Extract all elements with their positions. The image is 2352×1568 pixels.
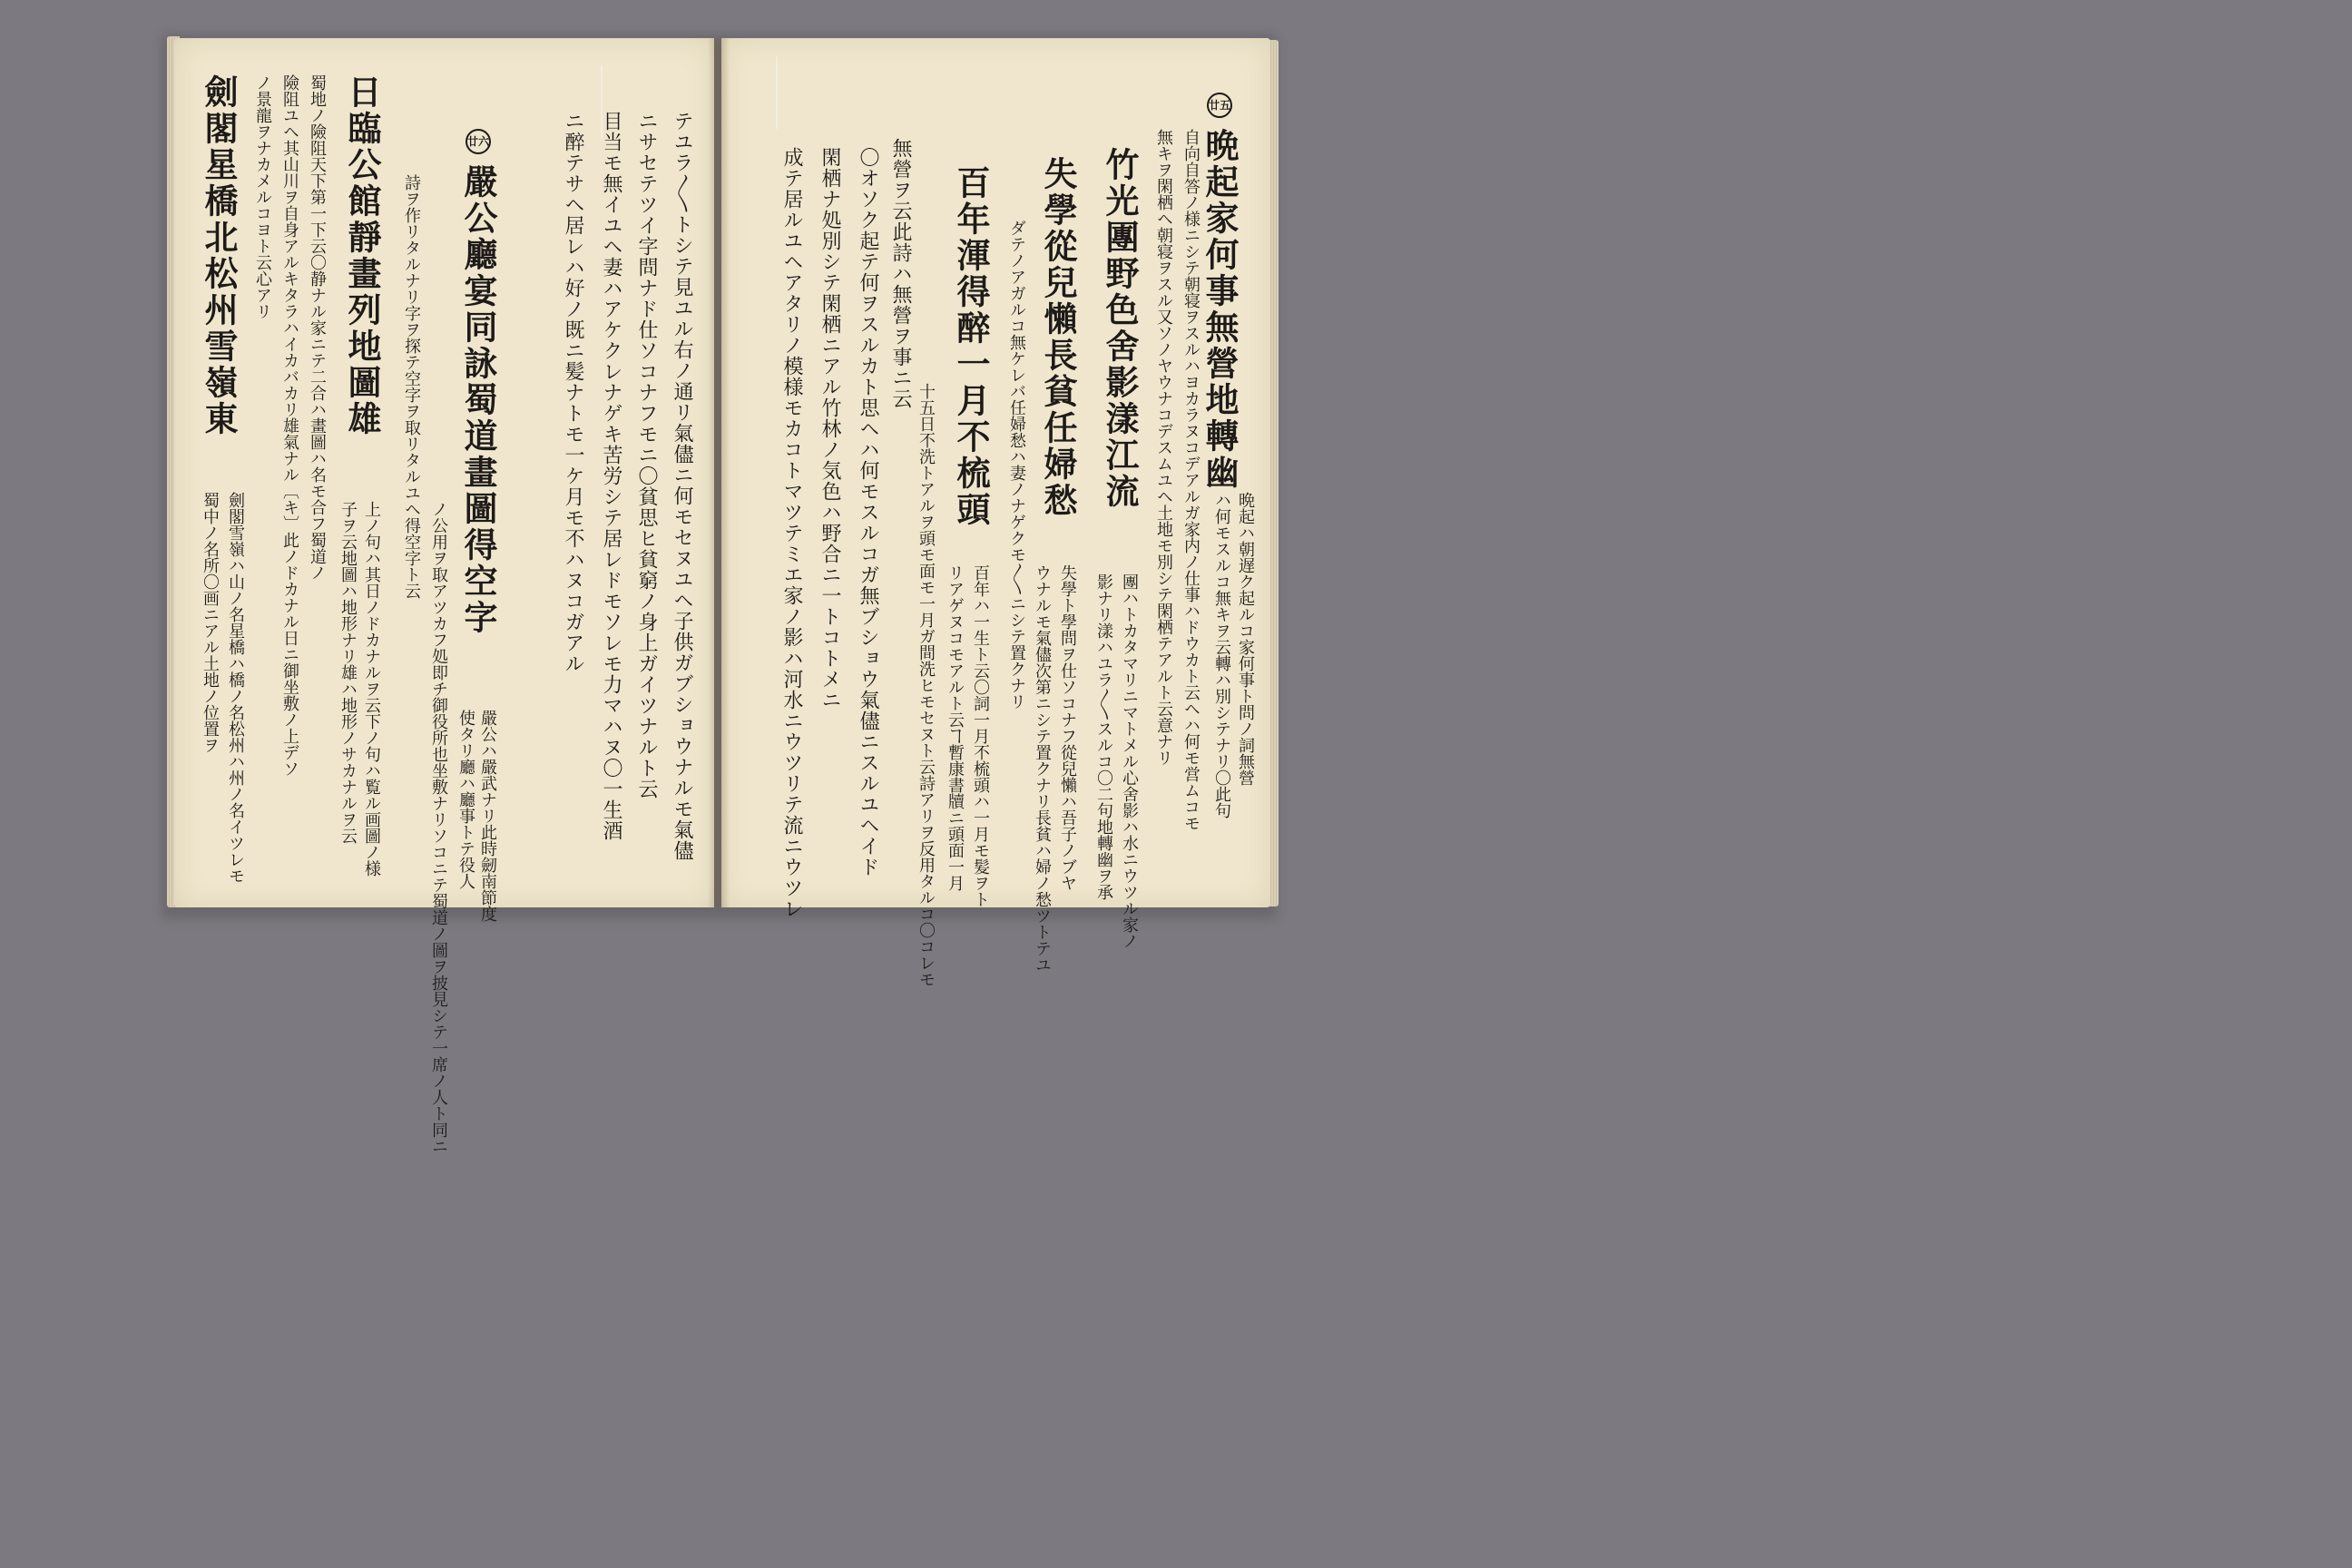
paper-stain <box>776 56 814 129</box>
title-note-1: 嚴公ハ嚴武ナリ此時劒南節度 <box>478 710 497 922</box>
line3-note-2: 蜀中ノ名所〇画ニアル土地ノ位置ヲ <box>201 492 220 753</box>
closing-col-3: 成テ居ルユヘアタリノ模様モカコトマツテミエ家ノ影ハ河水ニウツリテ流ニウツレ <box>780 147 803 919</box>
poem-line-2: 日臨公館靜畫列地圖雄 <box>342 74 382 437</box>
line4-note-1: 百年ハ一生ト云〇詞一月不梳頭ハ一月モ髪ヲト <box>971 564 990 907</box>
line3-note-3: ダテノアガルコ無ケレバ任婦愁ハ妻ノナゲクモ〳〵ニシテ置クナリ <box>1007 220 1026 710</box>
line2-note-2: 影ナリ漾ハユラ〳〵スルコ〇二句地轉幽ヲ承 <box>1094 573 1113 900</box>
left-opening-col-2: ニサセテツイ字問ナド仕ソコナフモニ〇貧思ヒ貧窮ノ身上ガイツナルト云 <box>635 111 658 799</box>
poem-number-marker: 廿五 <box>1207 93 1232 118</box>
left-page <box>174 38 714 1154</box>
left-opening-col-1: テユラ〳〵トシテ見ユル右ノ通リ氣儘ニ何モセヌユヘ子供ガブショウナルモ氣儘 <box>671 111 693 861</box>
line2-note-5: ノ景龍ヲナカメルコヨト云心アリ <box>253 74 272 319</box>
line2-note-2: 子ヲ云地圖ハ地形ナリ雄ハ地形ノサカナルヲ云 <box>338 501 358 844</box>
poem-line-2: 竹光團野色舍影漾江流 <box>1100 147 1140 510</box>
right-page <box>721 38 1270 987</box>
title-note-2: 使タリ廳ハ廳事トテ役人 <box>456 710 475 889</box>
title-note-3: 自向自答ノ様ニシテ朝寝ヲスルハヨカラヌコデアルガ家内ノ仕事ハドウカト云ヘハ何モ営ムコモ <box>1181 129 1200 831</box>
title-note-4: 詩ヲ作リタルナリ字ヲ探テ空字ヲ取リタルユヘ得空字ト云 <box>402 174 421 599</box>
closing-col-1: 〇オソク起テ何ヲスルカト思ヘハ何モスルコガ無ブショウ氣儘ニスルユヘイド <box>857 147 879 877</box>
line3-note-1: 失學ト學問ヲ仕ソコナフ從兒懶ハ吾子ノブヤ <box>1058 564 1077 891</box>
line4-note-3: 十五日不洗トアルヲ頭モ面モ一月ガ間洗ヒモセヌト云詩アリヲ反用タルコ〇コレモ <box>916 383 936 987</box>
poem-line-3: 劍閣星橋北松州雪嶺東 <box>199 74 239 437</box>
photo-stage <box>0 0 1423 1154</box>
poem-line-4: 百年渾得醉一月不梳頭 <box>951 165 991 528</box>
poem-title-text: 晩起家何事無營地轉幽 <box>1200 128 1240 492</box>
book-gutter <box>708 38 730 907</box>
closing-col-2: 閑栖ナ処別シテ閑栖ニアル竹林ノ気色ハ野合ニ一トコトメニ <box>818 147 841 710</box>
line3-note-2: ウナルモ氣儘次第ニシテ置クナリ長貧ハ婦ノ愁ツトテユ <box>1033 564 1052 973</box>
line2-note-4: 險阻ユヘ其山川ヲ自身アルキタラハイカバカリ雄氣ナル〔キ〕此ノドカナル日ニ御坐敷ノ上デソ <box>280 74 299 777</box>
title-note-1: 晩起ハ朝遅ク起ルコ家何事ト問ノ詞無營 <box>1236 492 1255 786</box>
line2-note-1: 團ハトカタマリニマトメル心舍影ハ水ニウツル家ノ <box>1120 573 1139 949</box>
poem-title-text: 嚴公廳宴同詠蜀道畫圖得空字 <box>458 164 498 637</box>
line3-note-1: 劍閣雪嶺ハ山ノ名星橋ハ橋ノ名松州ハ州ノ名イツレモ <box>226 492 245 884</box>
title-note-4: 無キヲ閑栖ヘ朝寝ヲスル又ソノヤウナコデスムユヘ土地モ別シテ閑栖テアルト云意ナリ <box>1154 129 1173 766</box>
poem-line-3: 失學從兒懶長貧任婦愁 <box>1038 156 1078 519</box>
line4-note-2: リアゲヌコモアルト云ヿ暫康書牘ニ頭面一月 <box>946 564 965 891</box>
left-opening-col-3: 目当モ無イユヘ妻ハアケクレナゲキ苦労シテ居レドモソレモ力マハヌ〇一生酒 <box>600 111 622 841</box>
title-note-2: ハ何モスルコ無キヲ云轉ハ別シテナリ〇此句 <box>1212 492 1231 818</box>
poem-number-marker: 廿六 <box>466 129 491 154</box>
closing-col-4: 無營ヲ云此詩ハ無營ヲ事ニ云 <box>889 138 912 409</box>
line2-note-1: 上ノ句ハ其日ノドカナルヲ云下ノ句ハ覧ル画圖ノ様 <box>362 501 381 877</box>
poem-title-26 <box>458 129 498 691</box>
line2-note-3: 蜀地ノ險阻天下第一下云〇静ナル家ニテ二合ハ畫圖ハ名モ合フ蜀道ノ <box>308 74 327 581</box>
title-note-3: ノ公用ヲ取アツカフ処即チ御役所也坐敷ナリソコニテ蜀道ノ圖ヲ披見シテ一席ノ人ト同ニ <box>429 501 448 1154</box>
left-opening-col-4: ニ醉テサヘ居レハ好ノ既ニ髪ナトモ一ケ月モ不ハヌコガアル <box>562 111 584 674</box>
